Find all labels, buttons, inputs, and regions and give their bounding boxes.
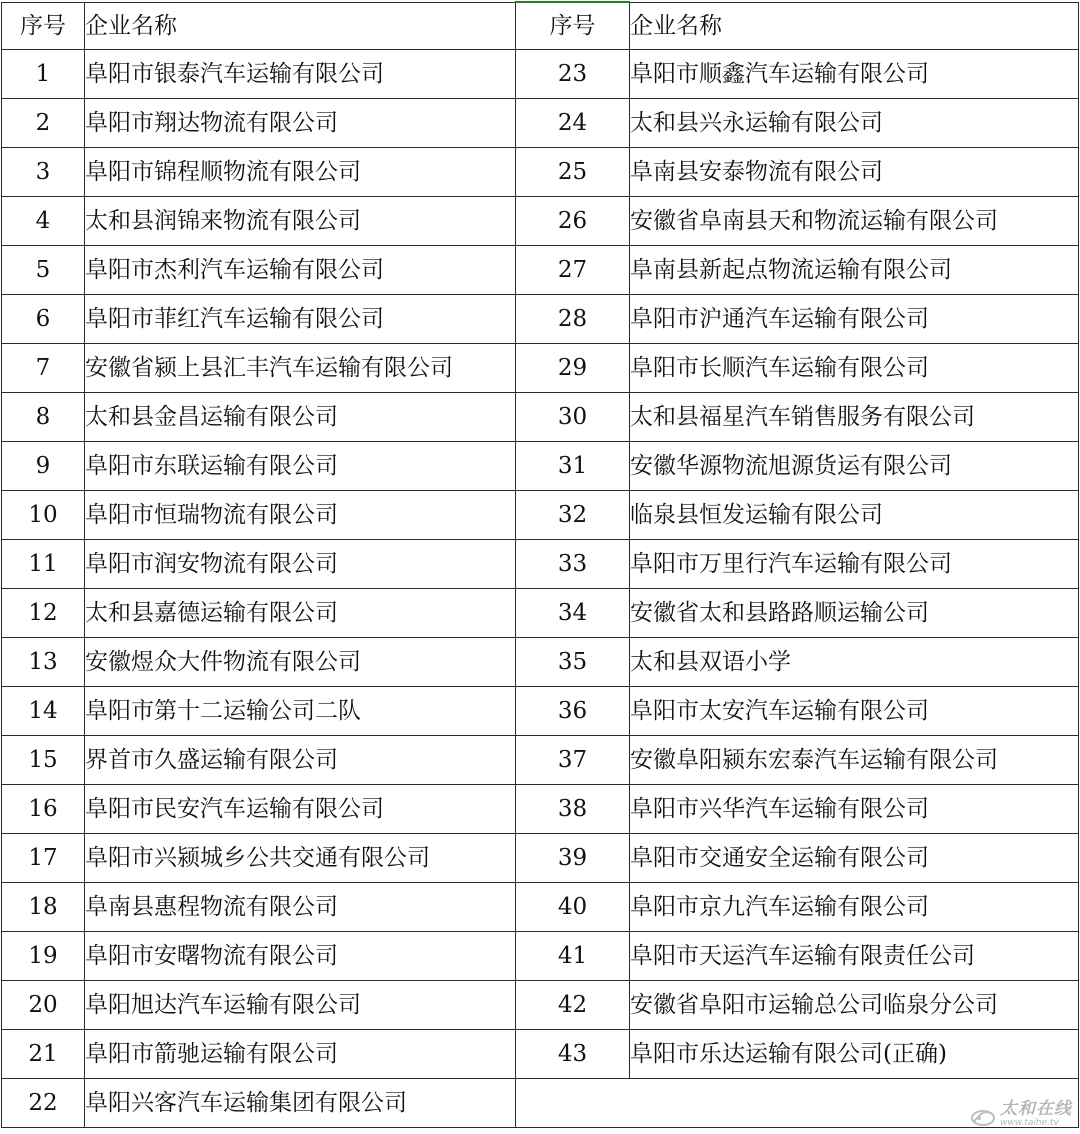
company-name-cell-left: 阜阳旭达汽车运输有限公司 (85, 981, 516, 1030)
seq-cell-right: 33 (516, 540, 630, 589)
seq-cell-left: 4 (2, 197, 85, 246)
seq-cell-right: 40 (516, 883, 630, 932)
company-name-cell-right: 阜南县新起点物流运输有限公司 (630, 246, 1079, 295)
company-name-cell-right: 太和县福星汽车销售服务有限公司 (630, 393, 1079, 442)
company-name-cell-right: 太和县双语小学 (630, 638, 1079, 687)
company-name-cell-left: 阜阳市翔达物流有限公司 (85, 99, 516, 148)
seq-cell-left: 15 (2, 736, 85, 785)
table-row (2, 1079, 1079, 1128)
company-name-cell-right: 太和县兴永运输有限公司 (630, 99, 1079, 148)
header-seq-left: 序号 (2, 2, 85, 50)
company-name-cell-right: 阜阳市乐达运输有限公司(正确) (630, 1030, 1079, 1079)
seq-cell-right: 32 (516, 491, 630, 540)
seq-cell-left: 10 (2, 491, 85, 540)
company-list-table (1, 1, 1079, 1128)
seq-cell-left: 12 (2, 589, 85, 638)
company-name-cell-left: 安徽煜众大件物流有限公司 (85, 638, 516, 687)
company-name-cell-right: 安徽省阜南县天和物流运输有限公司 (630, 197, 1079, 246)
table-row (2, 932, 1079, 981)
company-name-cell-right: 安徽华源物流旭源货运有限公司 (630, 442, 1079, 491)
seq-cell-right: 34 (516, 589, 630, 638)
seq-cell-left: 18 (2, 883, 85, 932)
seq-cell-right: 39 (516, 834, 630, 883)
company-name-cell-right: 阜阳市天运汽车运输有限责任公司 (630, 932, 1079, 981)
company-name-cell-right: 阜阳市沪通汽车运输有限公司 (630, 295, 1079, 344)
company-name-cell-left: 太和县金昌运输有限公司 (85, 393, 516, 442)
table-row (2, 834, 1079, 883)
table-row (2, 736, 1079, 785)
company-name-cell-left: 阜阳市锦程顺物流有限公司 (85, 148, 516, 197)
table-row (2, 785, 1079, 834)
seq-cell-right: 26 (516, 197, 630, 246)
company-name-cell-right: 安徽省太和县路路顺运输公司 (630, 589, 1079, 638)
company-name-cell-left: 太和县润锦来物流有限公司 (85, 197, 516, 246)
seq-cell-right: 25 (516, 148, 630, 197)
company-name-cell-left: 阜阳市东联运输有限公司 (85, 442, 516, 491)
company-name-cell-right: 阜阳市太安汽车运输有限公司 (630, 687, 1079, 736)
seq-cell-left: 17 (2, 834, 85, 883)
company-name-cell-left: 阜阳市箭驰运输有限公司 (85, 1030, 516, 1079)
table-row (2, 442, 1079, 491)
table-row (2, 295, 1079, 344)
seq-cell-right: 28 (516, 295, 630, 344)
seq-cell-right: 27 (516, 246, 630, 295)
seq-cell-left: 1 (2, 50, 85, 99)
table-row (2, 687, 1079, 736)
seq-cell-left: 21 (2, 1030, 85, 1079)
seq-cell-right: 29 (516, 344, 630, 393)
table-row (2, 393, 1079, 442)
company-name-cell-left: 阜阳兴客汽车运输集团有限公司 (85, 1079, 516, 1128)
seq-cell-right: 37 (516, 736, 630, 785)
company-name-cell-left: 阜阳市民安汽车运输有限公司 (85, 785, 516, 834)
company-name-cell-left: 阜阳市安曙物流有限公司 (85, 932, 516, 981)
site-watermark (970, 1101, 1072, 1128)
seq-cell-left: 8 (2, 393, 85, 442)
seq-cell-left: 2 (2, 99, 85, 148)
table-row (2, 99, 1079, 148)
company-name-cell-left: 阜南县惠程物流有限公司 (85, 883, 516, 932)
seq-cell-left: 14 (2, 687, 85, 736)
seq-cell-right: 23 (516, 50, 630, 99)
seq-cell-left: 22 (2, 1079, 85, 1128)
seq-cell-left: 19 (2, 932, 85, 981)
header-seq-right: 序号 (516, 2, 630, 50)
table-row (2, 50, 1079, 99)
seq-cell-left: 7 (2, 344, 85, 393)
table-row (2, 246, 1079, 295)
table-row (2, 589, 1079, 638)
company-name-cell-right: 阜南县安泰物流有限公司 (630, 148, 1079, 197)
seq-cell-left: 9 (2, 442, 85, 491)
company-name-cell-left: 阜阳市恒瑞物流有限公司 (85, 491, 516, 540)
company-name-cell-left: 界首市久盛运输有限公司 (85, 736, 516, 785)
seq-cell-left: 3 (2, 148, 85, 197)
company-name-cell-right: 安徽省阜阳市运输总公司临泉分公司 (630, 981, 1079, 1030)
table-row (2, 197, 1079, 246)
company-name-cell-right: 阜阳市顺鑫汽车运输有限公司 (630, 50, 1079, 99)
header-name-right: 企业名称 (630, 2, 1079, 50)
company-name-cell-left: 阜阳市兴颍城乡公共交通有限公司 (85, 834, 516, 883)
seq-cell-right: 41 (516, 932, 630, 981)
company-name-cell-right: 阜阳市兴华汽车运输有限公司 (630, 785, 1079, 834)
table-row (2, 883, 1079, 932)
company-name-cell-right: 阜阳市交通安全运输有限公司 (630, 834, 1079, 883)
company-name-cell-left: 太和县嘉德运输有限公司 (85, 589, 516, 638)
seq-cell-left: 5 (2, 246, 85, 295)
seq-cell-right: 31 (516, 442, 630, 491)
seq-cell-right: 43 (516, 1030, 630, 1079)
company-name-cell-right: 安徽阜阳颍东宏泰汽车运输有限公司 (630, 736, 1079, 785)
seq-cell-right: 35 (516, 638, 630, 687)
company-name-cell-left: 安徽省颍上县汇丰汽车运输有限公司 (85, 344, 516, 393)
watermark-url: www.taihe.tv (1000, 1118, 1059, 1128)
company-name-cell-right: 临泉县恒发运输有限公司 (630, 491, 1079, 540)
table-row (2, 344, 1079, 393)
seq-cell-left: 16 (2, 785, 85, 834)
header-name-left: 企业名称 (85, 2, 516, 50)
table-header-row (2, 2, 1079, 50)
company-name-cell-left: 阜阳市润安物流有限公司 (85, 540, 516, 589)
seq-cell-left: 13 (2, 638, 85, 687)
watermark-text: 太和在线 (1000, 1099, 1072, 1119)
seq-cell-right: 38 (516, 785, 630, 834)
seq-cell-left: 6 (2, 295, 85, 344)
taihe-logo-icon (970, 1106, 996, 1128)
seq-cell-left: 11 (2, 540, 85, 589)
seq-cell-right: 24 (516, 99, 630, 148)
seq-cell-right: 36 (516, 687, 630, 736)
table-row (2, 1030, 1079, 1079)
company-name-cell-left: 阜阳市菲红汽车运输有限公司 (85, 295, 516, 344)
company-name-cell-left: 阜阳市第十二运输公司二队 (85, 687, 516, 736)
company-name-cell-right: 阜阳市万里行汽车运输有限公司 (630, 540, 1079, 589)
seq-cell-right: 30 (516, 393, 630, 442)
company-name-cell-right: 阜阳市长顺汽车运输有限公司 (630, 344, 1079, 393)
table-row (2, 638, 1079, 687)
table-row (2, 540, 1079, 589)
company-name-cell-left: 阜阳市银泰汽车运输有限公司 (85, 50, 516, 99)
table-row (2, 491, 1079, 540)
table-row (2, 148, 1079, 197)
table-row (2, 981, 1079, 1030)
company-name-cell-right: 阜阳市京九汽车运输有限公司 (630, 883, 1079, 932)
seq-cell-right: 42 (516, 981, 630, 1030)
seq-cell-left: 20 (2, 981, 85, 1030)
company-name-cell-left: 阜阳市杰利汽车运输有限公司 (85, 246, 516, 295)
